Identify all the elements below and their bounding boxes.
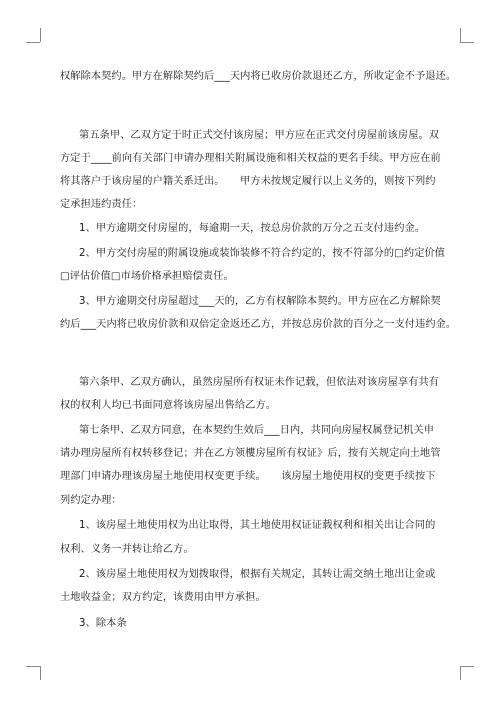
body-text-line: 2、甲方交付房屋的附属设施或装饰装修不符合约定的，按不符部分的□约定价值 — [79, 248, 446, 259]
crop-mark-top-left — [40, 28, 41, 42]
crop-mark-top-right — [460, 28, 461, 42]
body-text-line: 方定于____前向有关部门申请办理相关附属设施和相关权益的更名手续。甲方应在前 — [60, 153, 441, 164]
crop-mark-bottom-left — [26, 666, 40, 667]
body-text-line: 定承担违约责任： — [60, 199, 143, 210]
body-text-line: 权解除本契约。甲方在解除契约后___天内将已收房价款退还乙方，所收定金不予退还。 — [60, 71, 457, 82]
body-text-line: 权的权利人均已书面同意将该房屋出售给乙方。 — [60, 400, 277, 411]
crop-mark-bottom-right — [460, 666, 461, 680]
body-text-line: 第五条甲、乙双方定于时正式交付该房屋；甲方应在正式交付房屋前该房屋。双 — [79, 130, 440, 141]
body-text-line: 2、该房屋土地使用权为划拨取得，根据有关规定，其转让需交纳土地出让金或 — [79, 569, 436, 580]
body-text-line: 约后___天内将已收房价款和双倍定金返还乙方，并按总房价款的百分之一支付违约金。 — [60, 319, 457, 330]
crop-mark-top-right — [460, 42, 474, 43]
body-text-line: 理部门申请办理该房屋土地使用权变更手续。 该房屋土地使用权的变更手续按下 — [60, 471, 436, 482]
crop-mark-top-left — [26, 42, 40, 43]
body-text-line: 请办理房屋所有权转移登记；并在乙方领樓房屋所有权证》后，按有关规定向土地管 — [60, 448, 441, 459]
body-text-line: 第六条甲、乙双方确认，虽然房屋所有权证未作记载，但依法对该房屋享有共有 — [79, 377, 440, 388]
body-text-line: 3、甲方逾期交付房屋超过___天的，乙方有权解除本契约。甲方应在乙方解除契 — [79, 296, 441, 307]
body-text-line: 将其落户于该房屋的户籍关系迁出。 甲方未按规定履行以上义务的，则按下列约 — [60, 176, 436, 187]
body-text-line: 第七条甲、乙双方同意，在本契约生效后___日内，共同向房屋权属登记机关申 — [79, 425, 435, 436]
body-text-line: 3、除本条 — [79, 618, 127, 629]
body-text-line: 1、该房屋土地使用权为出让取得，其土地使用权证证载权利和相关出让合同的 — [79, 520, 436, 531]
crop-mark-bottom-left — [40, 666, 41, 680]
body-text-line: □评估价值□市场价格承担赔偿责任。 — [60, 271, 234, 282]
crop-mark-bottom-right — [460, 666, 474, 667]
body-text-line: 土地收益金；双方约定，该费用由甲方承担。 — [60, 592, 266, 603]
body-text-line: 权利、义务一并转让给乙方。 — [60, 544, 194, 555]
body-text-line: 列约定办理： — [60, 495, 122, 506]
body-text-line: 1、甲方逾期交付房屋的，每逾期一天，按总房价款的万分之五支付违约金。 — [79, 223, 426, 234]
